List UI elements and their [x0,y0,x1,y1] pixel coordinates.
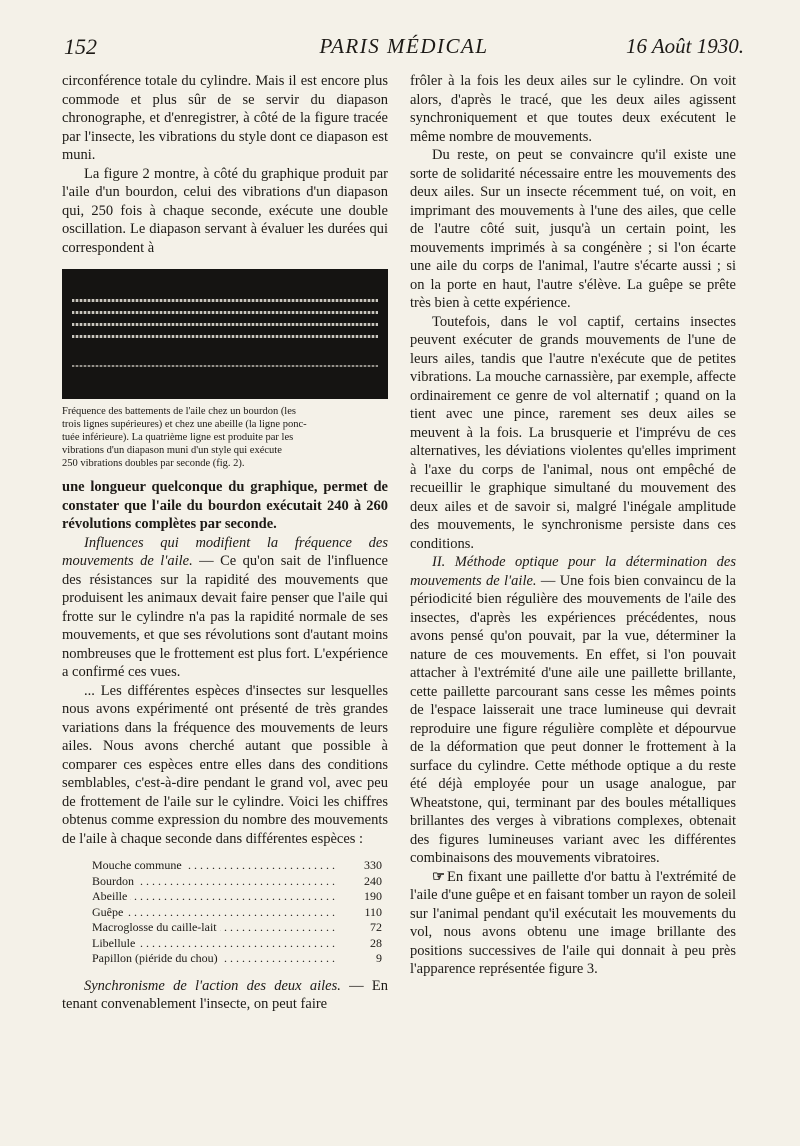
pointing-hand-icon: ☞ [432,868,445,885]
table-row: Macroglosse du caille-lait . . . 72 [92,920,382,936]
journal-title: PARIS MÉDICAL [319,34,489,58]
paragraph: ☞ En fixant une paillette d'or battu à l'extrémité de l'aile d'une guêpe et en faisant tomber un rayon de soleil sur l'animal pendant qu'il exécutait les mouvements du vol, nous avons obtenu une image brillante des positions successives de l'aile qui donnait à peu près l'apparence représentée figure 3. [410,868,736,977]
trace-line [72,335,378,338]
trace-line [72,365,378,367]
page-header [64,34,744,64]
section-heading: II. Méthode optique pour la détermination des mouvements de l'aile. [410,554,736,589]
table-row: Papillon (piéride du chou) . . . 9 [92,951,382,967]
paragraph: ... Les différentes espèces d'insectes sur lesquelles nous avons expérimenté ont présenté de très grandes variations dans la fréquence des mouvements de leurs ailes. Nous avons cherché autant que possible à comparer ces espèces entre elles dans des conditions semblables, c'est-à-dire pendant le grand vol, avec peu de frottement de l'aile sur le cylindre. Voici les chiffres obtenus comme expression du nombre des mouvements de l'aile à chaque seconde dans différentes espèces : [62,682,388,847]
issue-date: 16 Août 1930. [625,34,744,58]
table-row: Bourdon . . . 240 [92,874,382,890]
trace-line [72,299,378,302]
right-column [410,72,736,979]
paragraph: Synchronisme de l'action des deux ailes. — En tenant convenablement l'insecte, on peut faire [62,977,389,1012]
table-row: Abeille . . . 190 [92,889,382,905]
paragraph: circonférence totale du cylindre. Mais il est encore plus commode et plus sûr de se servir du diapason chronographe, et d'enregistrer, à côté de la figure tracée par l'insecte, les vibrations du style dont ce diapason est muni. [62,73,388,163]
paragraph: Influences qui modifient la fréquence des mouvements de l'aile. — Ce qu'on sait de l'influence des résistances sur la rapidité des mouvements que produisent les animaux devait faire penser que l'aile qui frotte sur le cylindre n'a pas la rapidité normale de ses mouvements, et que ses révolutions sont d'autant moins nombreuses que le frottement est plus fort. L'expérience a confirmé ces vues. [62,534,388,680]
wingbeat-trace-figure [62,269,388,399]
section-heading: Synchronisme de l'action des deux ailes. [84,977,341,994]
page-number: 152 [64,34,97,59]
paragraph: Du reste, on peut se convaincre qu'il existe une sorte de solidarité nécessaire entre les mouvements des deux ailes. Sur un insecte récemment tué, on voit, en imprimant des mouvements à l'une des ailes, que celle de l'autre côté suit, jusqu'à un certain point, les mouvements imprimés à sa congénère ; si l'on écarte une aile du corps de l'animal, l'autre s'écarte aussi ; si on la porte en haut, l'autre s'élève. La guêpe se prête très bien à cette expérience. [410,147,736,311]
table-row: Guêpe . . . 110 [92,905,382,921]
paragraph: La figure 2 montre, à côté du graphique produit par l'aile d'un bourdon, celui des vibrations d'un diapason qui, 250 fois à chaque seconde, exécute une double oscillation. Le diapason servant à évaluer les durées qui correspondent à [62,165,388,256]
trace-line [72,323,378,326]
paragraph: une longueur quelconque du graphique, permet de constater que l'aile du bourdon exécutait 240 à 260 révolutions complètes par seconde. [62,479,388,532]
table-row: Libellule . . . 28 [92,936,382,952]
wingbeat-frequency-table [92,858,382,967]
section-heading: Influences qui modifient la fréquence des mouvements de l'aile. [62,534,388,569]
trace-line [72,311,378,314]
figure-caption: Fréquence des battements de l'aile chez un bourdon (les trois lignes supérieures) et chez une abeille (la ligne ponc- tuée inférieure). La quatrième ligne est produite par les vibrations d'un diapason muni d'un style qui exécute 250 vibrations doubles par seconde (fig. 2). [62,406,307,469]
paragraph: Toutefois, dans le vol captif, certains insectes peuvent exécuter de grands mouvements de l'une de leurs ailes, tandis que l'autre n'exécute que de petites vibrations. La mouche carnassière, par exemple, affecte ordinairement ce genre de vol alternatif ; quand on la tient avec une pince, rarement ses deux ailes se meuvent à la fois. La brusquerie et l'imprévu de ces alternatives, les déviations violentes qu'elles impriment à l'axe du corps de l'animal, nous ont empêché de recueillir le graphique simultané du mouvement des deux ailes et de savoir si, malgré l'inégale amplitude des mouvements, le synchronisme persiste dans ces conditions. [410,313,736,552]
paragraph: frôler à la fois les deux ailes sur le cylindre. On voit alors, d'après le tracé, que les deux ailes agissent synchroniquement et que toutes deux exécutent le même nombre de mouvements. [410,73,736,145]
table-row: Mouche commune . . . 330 [92,858,382,874]
left-column [62,72,388,1014]
paragraph: II. Méthode optique pour la détermination des mouvements de l'aile. — Une fois bien convaincu de la périodicité bien régulière des mouvements de l'aile des insectes, d'après les expériences précédentes, nous avons pensé qu'on pouvait, par la vue, déterminer la nature de ces mouvements. En effet, si l'on pouvait attacher à l'extrémité d'une aile une paillette brillante, cette paillette parcourant sans cesse les mêmes points de l'espace laisserait une trace lumineuse qui devrait reproduire une figure régulière complète et dépourvue de la déformation que peut donner le frottement à la surface du cylindre. Cette méthode optique a du reste été déjà employée pour un usage analogue, par Wheatstone, qui, terminant par des boules métalliques brillantes des verges à vibrations complexes, obtenait des figures lumineuses variant avec les différentes combinaisons des mouvements vibratoires. [410,554,736,866]
